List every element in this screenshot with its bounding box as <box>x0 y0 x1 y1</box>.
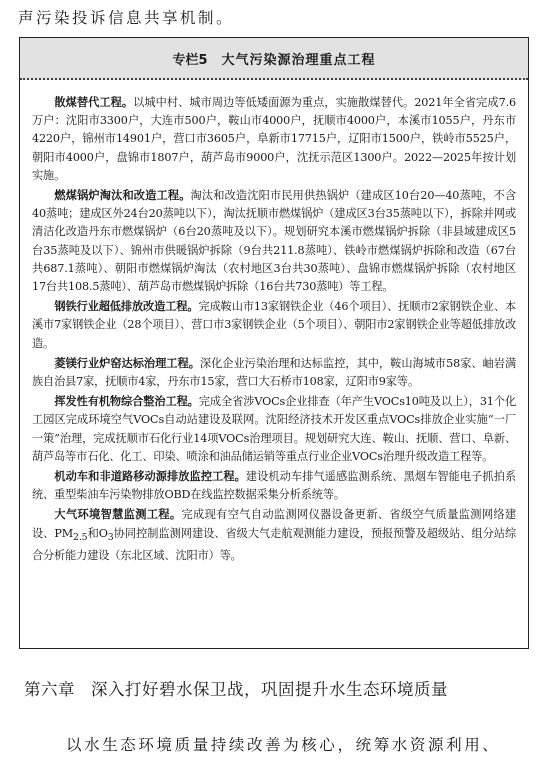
project-item-magnesite <box>32 355 516 391</box>
project-item-vehicles <box>32 468 516 504</box>
project-text: 协同控制监测网建设、省级大气走航观测能力建设，预报预警及超级站、组分站综合分析能力建设（东北区域、沈阳市）等。 <box>32 526 516 563</box>
project-heading: 机动车和非道路移动源排放监控工程。 <box>54 470 246 484</box>
project-heading: 大气环境智慧监测工程。 <box>54 508 182 522</box>
project-text: 深化企业污染治理和达标监控，其中，鞍山海城市58家、岫岩满族自治县7家，抚顺市4家，丹东市15家，营口大石桥市108家，辽阳市9家等。 <box>32 356 516 389</box>
project-heading: 燃煤锅炉淘汰和改造工程。 <box>54 189 191 203</box>
subscript: 2.5 <box>73 531 88 543</box>
project-text: 和O <box>87 526 108 540</box>
previous-paragraph-tail: 声污染投诉信息共享机制。 <box>18 9 235 27</box>
project-item-boiler <box>32 187 516 296</box>
project-text: 完成鞍山市13家钢铁企业（46个项目）、抚顺市2家钢铁企业、本溪市7家钢铁企业（28个项目）、营口市3家钢铁企业（5个项目）、朝阳市2家钢铁企业等超低排放改造。 <box>32 300 516 350</box>
project-item-coal-replacement <box>32 94 516 185</box>
project-item-vocs <box>32 393 516 466</box>
column-box-header <box>20 38 528 80</box>
paragraph-start: 以水生态环境质量持续改善为核心，统筹水资源利用、 <box>66 736 501 754</box>
project-text: 以城中村、城市周边等低矮面源为重点，实施散煤替代。2021年全省完成7.6万户：沈阳市3300户，大连市500户，鞍山市4000户，抚顺市4000户，本溪市1055户，丹东市4220户，锦州市14901户，营口市3605户，阜新市17715户，辽阳市1500户，铁岭市5525户，朝阳市4000户，盘锦市1807户，葫芦岛市9000户，沈抚示范区1300户。2022—2025年按计划实施。 <box>32 96 517 182</box>
chapter-number: 第六章 <box>24 680 75 699</box>
project-text: 完成全省涉VOCs企业排查（年产生VOCs10吨及以上），31个化工园区完成环境空气VOCs自动站建设及联网。沈阳经济技术开发区重点VOCs排放企业实施“一厂一策”治理，完成抚顺市石化行业14项VOCs治理项目。规划研究大连、鞍山、抚顺、营口、阜新、葫芦岛等市石化、化工、印染、喷涂和油品储运销等重点行业企业VOCs治理升级改造工程等。 <box>32 395 516 463</box>
project-heading: 散煤替代工程。 <box>54 96 134 109</box>
project-item-steel <box>32 298 516 353</box>
project-item-monitoring <box>32 506 516 565</box>
column-box <box>19 37 529 649</box>
subscript: 3 <box>107 531 114 543</box>
project-text: 淘汰和改造沈阳市民用供热锅炉（建成区10台20—40蒸吨，不含40蒸吨；建成区外24台20蒸吨以下），淘汰抚顺市燃煤锅炉（建成区3台35蒸吨以下），拆除并网或清洁化改造丹东市燃煤锅炉（6台20蒸吨及以下）。规划研究本溪市燃煤锅炉拆除（非县域建成区5台35蒸吨及以下）、锦州市供暖锅炉拆除（9台共211.8蒸吨）、铁岭市燃煤锅炉拆除和改造（67台共687.1蒸吨）、朝阳市燃煤锅炉淘汰（农村地区3台共30蒸吨）、盘锦市燃煤锅炉拆除（农村地区17台共108.5蒸吨）、葫芦岛市燃煤锅炉拆除（16台共730蒸吨）等工程。 <box>32 189 516 294</box>
project-text: 建设机动车排气遥感监测系统、黑烟车智能电子抓拍系统、重型柴油车污染物排放OBD在线监控数据采集分析系统等。 <box>32 470 517 502</box>
project-heading: 挥发性有机物综合整治工程。 <box>54 395 199 409</box>
chapter-title: 深入打好碧水保卫战，巩固提升水生态环境质量 <box>91 680 448 699</box>
project-heading: 钢铁行业超低排放改造工程。 <box>54 300 199 314</box>
column-box-body <box>20 80 528 565</box>
project-text: 完成现有空气自动监测网仪器设备更新、省级空气质量监测网络建设、PM <box>32 508 517 540</box>
project-heading: 菱镁行业炉窑达标治理工程。 <box>54 356 200 370</box>
column-title: 大气污染源治理重点工程 <box>221 52 376 68</box>
chapter-heading <box>24 676 448 700</box>
column-label: 专栏5 <box>172 52 208 68</box>
